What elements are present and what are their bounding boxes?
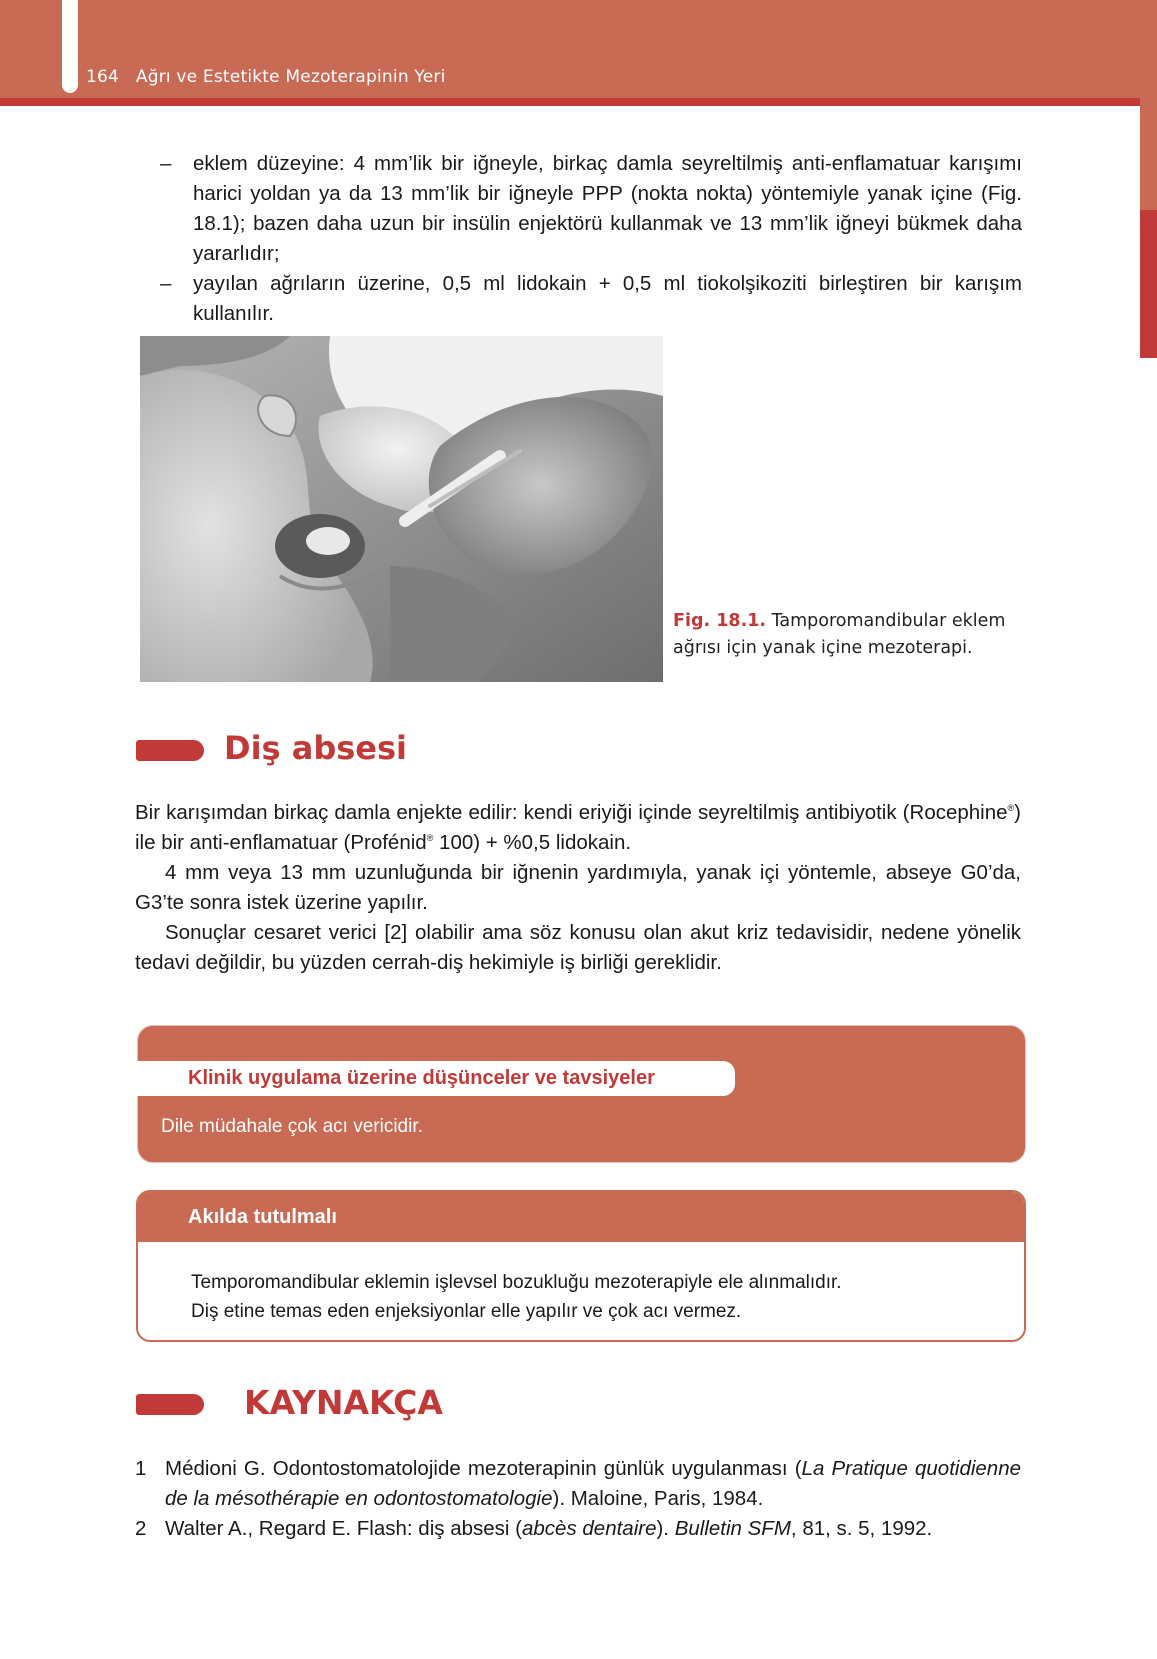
references-title: KAYNAKÇA — [244, 1383, 443, 1422]
paragraph: Bir karışımdan birkaç damla enjekte edilir: kendi eriyiği içinde seyreltilmiş antibiyotik (Rocephine®) ile bir anti-enflamatuar (Profénid® 100) + %0,5 lidokain. — [135, 801, 1021, 854]
clinical-notes-text: Dile müdahale çok acı vericidir. — [161, 1116, 423, 1137]
side-strip — [1140, 0, 1157, 210]
figure-photo — [140, 336, 663, 682]
section-marker — [136, 740, 204, 761]
side-strip-accent — [1140, 210, 1157, 358]
bullet-list — [160, 149, 1022, 329]
figure-caption — [673, 608, 1013, 662]
paragraph: 4 mm veya 13 mm uzunluğunda bir iğnenin yardımıyla, yanak içi yöntemle, abseye G0’da, G3’te sonra istek üzerine yapılır. — [135, 861, 1021, 914]
bullet-item: – eklem düzeyine: 4 mm’lik bir iğneyle, birkaç damla seyreltilmiş anti-enflamatuar karışımı harici yoldan ya da 13 mm’lik bir iğneyle PPP (nokta nokta) yöntemiyle yanak içine (Fig. 18.1); bazen daha uzun bir insülin enjektörü kullanmak ve 13 mm’lik iğneyi bükmek daha yararlıdır; — [160, 152, 1022, 265]
bullet-item: – yayılan ağrıların üzerine, 0,5 ml lidokain + 0,5 ml tiokolşikoziti birleştiren bir karışım kullanılır. — [160, 272, 1022, 325]
header-rule — [0, 98, 1140, 106]
clinical-notes-title: Klinik uygulama üzerine düşünceler ve tavsiyeler — [188, 1067, 655, 1089]
reference-item: 2 Walter A., Regard E. Flash: diş absesi (abcès dentaire). Bulletin SFM, 81, s. 5, 1992. — [135, 1517, 933, 1540]
remember-line: Temporomandibular eklemin işlevsel bozukluğu mezoterapiyle ele alınmalıdır. — [191, 1272, 842, 1293]
section-body — [135, 798, 1021, 978]
figure-caption-text: Tamporomandibular eklem ağrısı için yanak içine mezoterapi. — [673, 611, 1006, 658]
reference-list — [135, 1454, 1021, 1544]
page-number: 164 — [86, 67, 120, 87]
reference-item: 1 Médioni G. Odontostomatolojide mezoterapinin günlük uygulanması (La Pratique quotidienne de la mésothérapie en odontostomatologie). Maloine, Paris, 1984. — [135, 1457, 1021, 1510]
remember-box-body — [191, 1268, 842, 1326]
remember-box-header — [138, 1192, 1024, 1242]
remember-box — [136, 1190, 1026, 1342]
running-header — [86, 67, 446, 87]
running-title: Ağrı ve Estetikte Mezoterapinin Yeri — [135, 67, 446, 87]
remember-box-title: Akılda tutulmalı — [188, 1206, 337, 1228]
figure-label: Fig. 18.1. — [673, 611, 767, 631]
paragraph: Sonuçlar cesaret verici [2] olabilir ama söz konusu olan akut kriz tedavisidir, nedene yönelik tedavi değildir, bu yüzden cerrah-diş hekimiyle iş birliği gereklidir. — [135, 921, 1021, 974]
remember-line: Diş etine temas eden enjeksiyonlar elle yapılır ve çok acı vermez. — [191, 1301, 742, 1322]
header-tab — [62, 0, 78, 93]
section-marker — [136, 1394, 204, 1415]
section-title: Diş absesi — [224, 729, 407, 767]
